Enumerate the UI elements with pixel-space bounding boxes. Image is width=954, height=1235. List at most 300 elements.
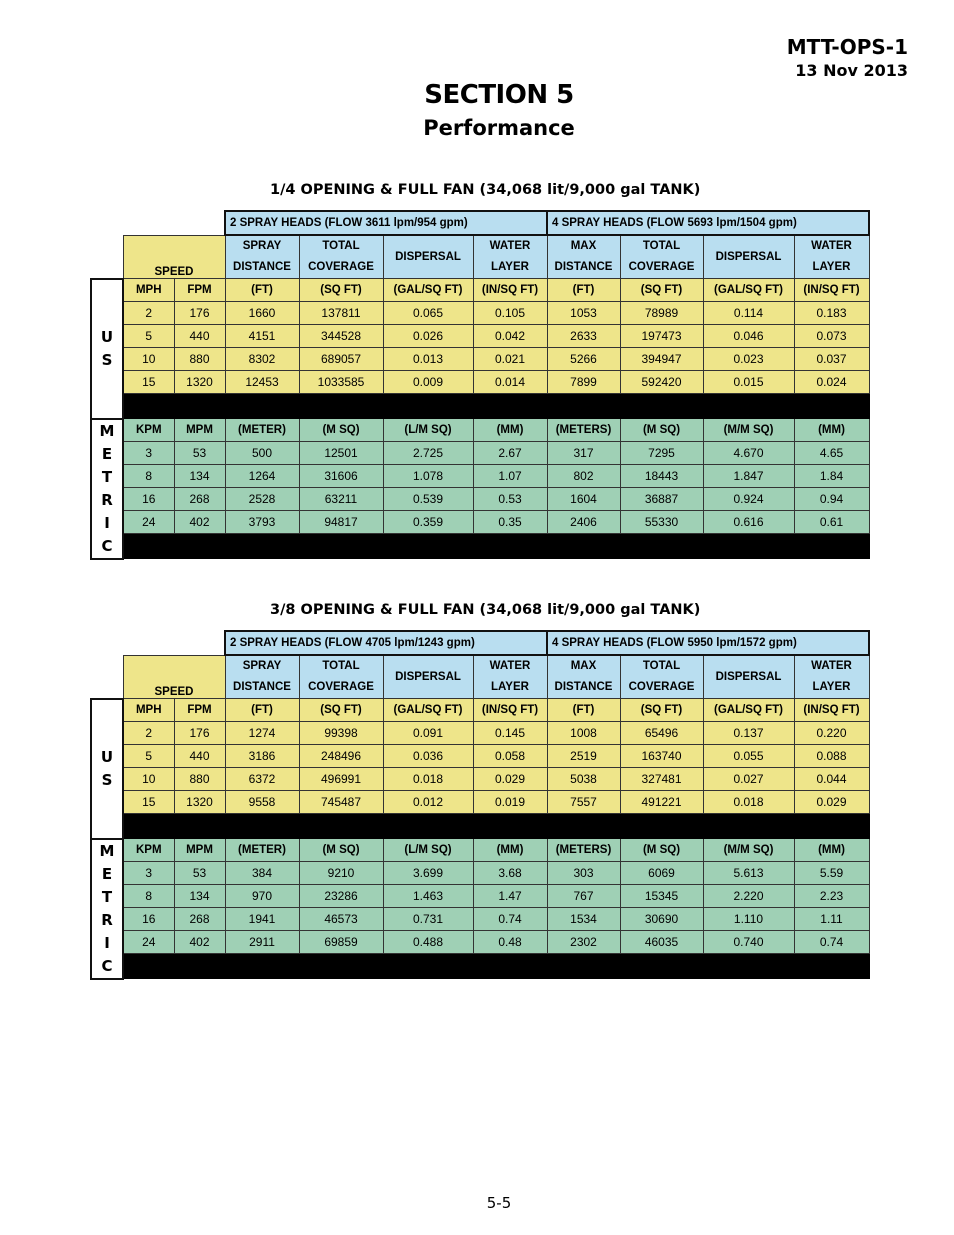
metric-data-cell: 63211 (299, 488, 383, 511)
us-data-cell: 0.018 (703, 791, 794, 814)
document-id: MTT-OPS-1 (786, 35, 908, 59)
metric-data-cell: 23286 (299, 885, 383, 908)
metric-unit-header: MPM (174, 839, 225, 862)
metric-data-cell: 1264 (225, 465, 299, 488)
metric-data-cell: 16 (123, 488, 174, 511)
metric-data-cell: 24 (123, 931, 174, 954)
metric-data-cell: 3793 (225, 511, 299, 534)
us-data-cell: 3186 (225, 745, 299, 768)
us-data-cell: 65496 (620, 722, 703, 745)
column-header (703, 655, 794, 699)
us-data-cell: 1274 (225, 722, 299, 745)
metric-unit-header: (M/M SQ) (703, 839, 794, 862)
side-letter: I (104, 513, 110, 532)
metric-data-cell: 134 (174, 465, 225, 488)
side-letter: U (100, 327, 114, 346)
us-data-cell: 0.029 (473, 768, 547, 791)
metric-unit-header: (L/M SQ) (383, 419, 473, 442)
column-header (703, 235, 794, 279)
side-letter: S (101, 770, 113, 789)
metric-data-cell: 0.616 (703, 511, 794, 534)
separator-row (91, 814, 869, 839)
column-header (473, 655, 547, 699)
us-unit-header: (IN/SQ FT) (794, 699, 869, 722)
column-header-text: DISTANCE (554, 681, 613, 693)
metric-data-cell: 2.67 (473, 442, 547, 465)
side-letter: C (101, 956, 113, 975)
document-date: 13 Nov 2013 (795, 61, 908, 80)
speed-label: SPEED (123, 235, 225, 279)
us-data-cell: 78989 (620, 302, 703, 325)
column-header (794, 235, 869, 279)
table-row (91, 862, 869, 885)
us-unit-header: (FT) (225, 279, 299, 302)
us-data-cell: 0.013 (383, 348, 473, 371)
metric-unit-header: KPM (123, 419, 174, 442)
column-header-text: DISPERSAL (395, 670, 461, 683)
metric-unit-header: (MM) (473, 419, 547, 442)
column-header (473, 235, 547, 279)
metric-data-cell: 268 (174, 488, 225, 511)
metric-data-cell: 2911 (225, 931, 299, 954)
metric-data-cell: 2528 (225, 488, 299, 511)
metric-data-cell: 1.078 (383, 465, 473, 488)
us-unit-header: FPM (174, 279, 225, 302)
table-row (91, 511, 869, 534)
us-data-cell: 1008 (547, 722, 620, 745)
metric-data-cell: 802 (547, 465, 620, 488)
us-data-cell: 0.018 (383, 768, 473, 791)
blank-cell (91, 211, 225, 235)
us-data-cell: 0.027 (703, 768, 794, 791)
metric-data-cell: 0.53 (473, 488, 547, 511)
column-header-text: TOTAL (642, 240, 681, 252)
table-row (91, 302, 869, 325)
us-data-cell: 2633 (547, 325, 620, 348)
us-data-cell: 0.220 (794, 722, 869, 745)
us-data-cell: 12453 (225, 371, 299, 394)
us-data-cell: 0.037 (794, 348, 869, 371)
column-header-text: LAYER (812, 681, 851, 693)
metric-data-cell: 0.94 (794, 488, 869, 511)
us-data-cell: 163740 (620, 745, 703, 768)
separator-bar (123, 394, 869, 419)
column-header (794, 655, 869, 699)
metric-data-cell: 18443 (620, 465, 703, 488)
column-header-text: TOTAL (322, 660, 360, 672)
us-data-cell: 248496 (299, 745, 383, 768)
metric-data-cell: 1.47 (473, 885, 547, 908)
metric-data-cell: 303 (547, 862, 620, 885)
column-header-text: DISTANCE (233, 681, 291, 693)
blank-cell (91, 655, 123, 699)
metric-data-cell: 1604 (547, 488, 620, 511)
column-header (299, 655, 383, 699)
us-data-cell: 440 (174, 745, 225, 768)
table-row (91, 768, 869, 791)
us-data-cell: 197473 (620, 325, 703, 348)
side-letter: R (101, 910, 113, 929)
separator-row (91, 394, 869, 419)
flow-header-row (91, 211, 869, 235)
metric-units-row (91, 839, 869, 862)
us-unit-header: (GAL/SQ FT) (703, 699, 794, 722)
document-header (787, 34, 908, 82)
side-letter: E (101, 864, 113, 883)
table-caption: 3/8 OPENING & FULL FAN (34,068 lit/9,000 gal TANK) (270, 602, 701, 618)
us-data-cell: 0.029 (794, 791, 869, 814)
us-unit-header: (SQ FT) (299, 279, 383, 302)
us-data-cell: 0.055 (703, 745, 794, 768)
metric-data-cell: 0.924 (703, 488, 794, 511)
metric-data-cell: 0.35 (473, 511, 547, 534)
column-header-text: DISTANCE (233, 261, 291, 273)
metric-data-cell: 1.11 (794, 908, 869, 931)
table-row (91, 371, 869, 394)
us-data-cell: 176 (174, 722, 225, 745)
column-header-text: MAX (570, 240, 597, 252)
us-unit-header: (SQ FT) (620, 699, 703, 722)
side-letter: M (99, 421, 115, 440)
us-data-cell: 0.014 (473, 371, 547, 394)
metric-data-cell: 1.110 (703, 908, 794, 931)
us-data-cell: 15 (123, 791, 174, 814)
metric-data-cell: 0.61 (794, 511, 869, 534)
us-unit-header: (SQ FT) (299, 699, 383, 722)
us-unit-header: (SQ FT) (620, 279, 703, 302)
metric-unit-header: MPM (174, 419, 225, 442)
column-header-text: WATER (811, 660, 852, 672)
metric-data-cell: 134 (174, 885, 225, 908)
metric-side-label (91, 839, 123, 979)
us-data-cell: 0.183 (794, 302, 869, 325)
metric-data-cell: 384 (225, 862, 299, 885)
section-title: SECTION 5 (424, 80, 574, 110)
us-unit-header: (IN/SQ FT) (473, 279, 547, 302)
us-data-cell: 880 (174, 348, 225, 371)
metric-unit-header: (METERS) (547, 419, 620, 442)
metric-data-cell: 2302 (547, 931, 620, 954)
us-data-cell: 1053 (547, 302, 620, 325)
table-row (91, 745, 869, 768)
us-data-cell: 689057 (299, 348, 383, 371)
separator-bar (123, 534, 869, 559)
flow-right-header: 4 SPRAY HEADS (FLOW 5693 lpm/1504 gpm) (547, 211, 869, 235)
metric-data-cell: 16 (123, 908, 174, 931)
metric-data-cell: 1.463 (383, 885, 473, 908)
separator-row (91, 534, 869, 559)
metric-data-cell: 268 (174, 908, 225, 931)
metric-data-cell: 53 (174, 862, 225, 885)
metric-data-cell: 500 (225, 442, 299, 465)
us-data-cell: 0.073 (794, 325, 869, 348)
us-data-cell: 5038 (547, 768, 620, 791)
metric-data-cell: 15345 (620, 885, 703, 908)
column-header-text: LAYER (812, 261, 851, 273)
metric-data-cell: 2.220 (703, 885, 794, 908)
us-unit-header: (FT) (547, 279, 620, 302)
us-unit-header: (IN/SQ FT) (473, 699, 547, 722)
metric-unit-header: (M SQ) (620, 839, 703, 862)
us-data-cell: 440 (174, 325, 225, 348)
metric-data-cell: 0.488 (383, 931, 473, 954)
column-header-text: WATER (489, 660, 531, 672)
column-header (383, 235, 473, 279)
column-header (225, 235, 299, 279)
us-data-cell: 7557 (547, 791, 620, 814)
us-data-cell: 176 (174, 302, 225, 325)
us-data-cell: 1660 (225, 302, 299, 325)
us-data-cell: 0.088 (794, 745, 869, 768)
us-data-cell: 7899 (547, 371, 620, 394)
column-header-text: DISPERSAL (395, 250, 461, 263)
us-data-cell: 10 (123, 348, 174, 371)
metric-data-cell: 1534 (547, 908, 620, 931)
separator-bar (123, 954, 869, 979)
page-number: 5-5 (486, 1194, 512, 1212)
us-units-row (91, 279, 869, 302)
column-header-text: SPRAY (242, 660, 282, 672)
us-data-cell: 0.058 (473, 745, 547, 768)
us-data-cell: 880 (174, 768, 225, 791)
us-data-cell: 0.023 (703, 348, 794, 371)
metric-data-cell: 94817 (299, 511, 383, 534)
side-letter: S (101, 350, 113, 369)
metric-data-cell: 4.65 (794, 442, 869, 465)
metric-data-cell: 317 (547, 442, 620, 465)
flow-right-header: 4 SPRAY HEADS (FLOW 5950 lpm/1572 gpm) (547, 631, 869, 655)
us-unit-header: (FT) (225, 699, 299, 722)
metric-data-cell: 0.359 (383, 511, 473, 534)
column-header (620, 235, 703, 279)
side-letter: I (104, 933, 110, 952)
metric-unit-header: (L/M SQ) (383, 839, 473, 862)
metric-data-cell: 402 (174, 511, 225, 534)
metric-data-cell: 3 (123, 862, 174, 885)
us-unit-header: (GAL/SQ FT) (383, 279, 473, 302)
blank-cell (91, 631, 225, 655)
metric-data-cell: 9210 (299, 862, 383, 885)
us-data-cell: 99398 (299, 722, 383, 745)
column-header (547, 235, 620, 279)
performance-table (90, 630, 870, 980)
column-header-text: SPRAY (242, 240, 282, 252)
metric-data-cell: 30690 (620, 908, 703, 931)
side-letter: U (100, 747, 114, 766)
side-letter: C (101, 536, 113, 555)
metric-data-cell: 5.613 (703, 862, 794, 885)
table-row (91, 465, 869, 488)
column-header (620, 655, 703, 699)
metric-data-cell: 1.84 (794, 465, 869, 488)
metric-data-cell: 2.725 (383, 442, 473, 465)
metric-unit-header: (M/M SQ) (703, 419, 794, 442)
metric-unit-header: KPM (123, 839, 174, 862)
metric-data-cell: 8 (123, 885, 174, 908)
column-header-text: COVERAGE (628, 261, 695, 273)
speed-label: SPEED (123, 655, 225, 699)
metric-data-cell: 767 (547, 885, 620, 908)
us-unit-header: FPM (174, 699, 225, 722)
column-header-text: LAYER (491, 681, 529, 693)
us-data-cell: 8302 (225, 348, 299, 371)
flow-left-header: 2 SPRAY HEADS (FLOW 4705 lpm/1243 gpm) (225, 631, 547, 655)
column-header-text: WATER (489, 240, 531, 252)
column-header-text: DISPERSAL (715, 670, 782, 683)
us-data-cell: 5266 (547, 348, 620, 371)
metric-data-cell: 0.740 (703, 931, 794, 954)
us-data-cell: 0.114 (703, 302, 794, 325)
metric-data-cell: 3.68 (473, 862, 547, 885)
metric-unit-header: (METERS) (547, 839, 620, 862)
metric-data-cell: 6069 (620, 862, 703, 885)
us-unit-header: MPH (123, 699, 174, 722)
us-side-label (91, 279, 123, 419)
us-data-cell: 0.009 (383, 371, 473, 394)
metric-unit-header: (MM) (794, 839, 869, 862)
column-header (299, 235, 383, 279)
us-data-cell: 592420 (620, 371, 703, 394)
metric-data-cell: 7295 (620, 442, 703, 465)
us-data-cell: 0.044 (794, 768, 869, 791)
metric-data-cell: 53 (174, 442, 225, 465)
table-row (91, 791, 869, 814)
side-letter: T (101, 887, 113, 906)
metric-data-cell: 5.59 (794, 862, 869, 885)
metric-data-cell: 8 (123, 465, 174, 488)
metric-unit-header: (MM) (473, 839, 547, 862)
us-data-cell: 9558 (225, 791, 299, 814)
us-data-cell: 2 (123, 722, 174, 745)
us-data-cell: 15 (123, 371, 174, 394)
metric-data-cell: 36887 (620, 488, 703, 511)
metric-data-cell: 3.699 (383, 862, 473, 885)
us-data-cell: 491221 (620, 791, 703, 814)
metric-data-cell: 0.731 (383, 908, 473, 931)
metric-data-cell: 24 (123, 511, 174, 534)
us-data-cell: 0.024 (794, 371, 869, 394)
metric-data-cell: 2406 (547, 511, 620, 534)
metric-data-cell: 4.670 (703, 442, 794, 465)
metric-data-cell: 1941 (225, 908, 299, 931)
metric-data-cell: 3 (123, 442, 174, 465)
us-data-cell: 0.145 (473, 722, 547, 745)
side-letter: T (101, 467, 113, 486)
us-data-cell: 344528 (299, 325, 383, 348)
us-data-cell: 5 (123, 325, 174, 348)
column-header-row (91, 655, 869, 699)
us-unit-header: (IN/SQ FT) (794, 279, 869, 302)
column-header-text: WATER (811, 240, 852, 252)
metric-data-cell: 12501 (299, 442, 383, 465)
column-header-text: COVERAGE (308, 681, 374, 693)
metric-data-cell: 69859 (299, 931, 383, 954)
column-header-text: TOTAL (322, 240, 360, 252)
side-letter: E (101, 444, 113, 463)
us-data-cell: 0.042 (473, 325, 547, 348)
us-data-cell: 1320 (174, 791, 225, 814)
us-data-cell: 496991 (299, 768, 383, 791)
column-header-text: DISTANCE (554, 261, 613, 273)
metric-data-cell: 55330 (620, 511, 703, 534)
table-row (91, 931, 869, 954)
us-data-cell: 2 (123, 302, 174, 325)
us-data-cell: 0.036 (383, 745, 473, 768)
us-data-cell: 1033585 (299, 371, 383, 394)
us-data-cell: 0.012 (383, 791, 473, 814)
column-header-text: COVERAGE (628, 681, 695, 693)
metric-data-cell: 2.23 (794, 885, 869, 908)
column-header-text: COVERAGE (308, 261, 374, 273)
column-header (383, 655, 473, 699)
metric-data-cell: 970 (225, 885, 299, 908)
flow-header-row (91, 631, 869, 655)
table-caption: 1/4 OPENING & FULL FAN (34,068 lit/9,000 gal TANK) (270, 182, 701, 198)
us-data-cell: 0.019 (473, 791, 547, 814)
us-unit-header: (GAL/SQ FT) (703, 279, 794, 302)
section-subtitle: Performance (423, 116, 575, 140)
metric-data-cell: 1.847 (703, 465, 794, 488)
metric-unit-header: (M SQ) (620, 419, 703, 442)
us-data-cell: 2519 (547, 745, 620, 768)
separator-row (91, 954, 869, 979)
table-row (91, 722, 869, 745)
column-header-row (91, 235, 869, 279)
metric-unit-header: (M SQ) (299, 839, 383, 862)
us-data-cell: 5 (123, 745, 174, 768)
us-data-cell: 0.046 (703, 325, 794, 348)
us-unit-header: MPH (123, 279, 174, 302)
us-data-cell: 137811 (299, 302, 383, 325)
us-data-cell: 4151 (225, 325, 299, 348)
table-row (91, 488, 869, 511)
us-data-cell: 6372 (225, 768, 299, 791)
metric-data-cell: 46035 (620, 931, 703, 954)
us-data-cell: 1320 (174, 371, 225, 394)
metric-data-cell: 46573 (299, 908, 383, 931)
metric-unit-header: (METER) (225, 839, 299, 862)
side-letter: R (101, 490, 113, 509)
table-row (91, 442, 869, 465)
metric-data-cell: 1.07 (473, 465, 547, 488)
us-data-cell: 327481 (620, 768, 703, 791)
side-letter: M (99, 841, 115, 860)
us-data-cell: 394947 (620, 348, 703, 371)
us-data-cell: 0.137 (703, 722, 794, 745)
performance-table (90, 210, 870, 560)
metric-unit-header: (M SQ) (299, 419, 383, 442)
separator-bar (123, 814, 869, 839)
us-data-cell: 10 (123, 768, 174, 791)
us-unit-header: (GAL/SQ FT) (383, 699, 473, 722)
us-unit-header: (FT) (547, 699, 620, 722)
metric-side-label (91, 419, 123, 559)
column-header (547, 655, 620, 699)
us-data-cell: 0.021 (473, 348, 547, 371)
metric-data-cell: 0.74 (473, 908, 547, 931)
metric-data-cell: 0.74 (794, 931, 869, 954)
us-data-cell: 0.026 (383, 325, 473, 348)
us-units-row (91, 699, 869, 722)
metric-units-row (91, 419, 869, 442)
table-row (91, 885, 869, 908)
us-data-cell: 745487 (299, 791, 383, 814)
column-header-text: LAYER (491, 261, 529, 273)
column-header-text: MAX (570, 660, 597, 672)
metric-unit-header: (MM) (794, 419, 869, 442)
metric-data-cell: 402 (174, 931, 225, 954)
column-header-text: DISPERSAL (715, 250, 782, 263)
